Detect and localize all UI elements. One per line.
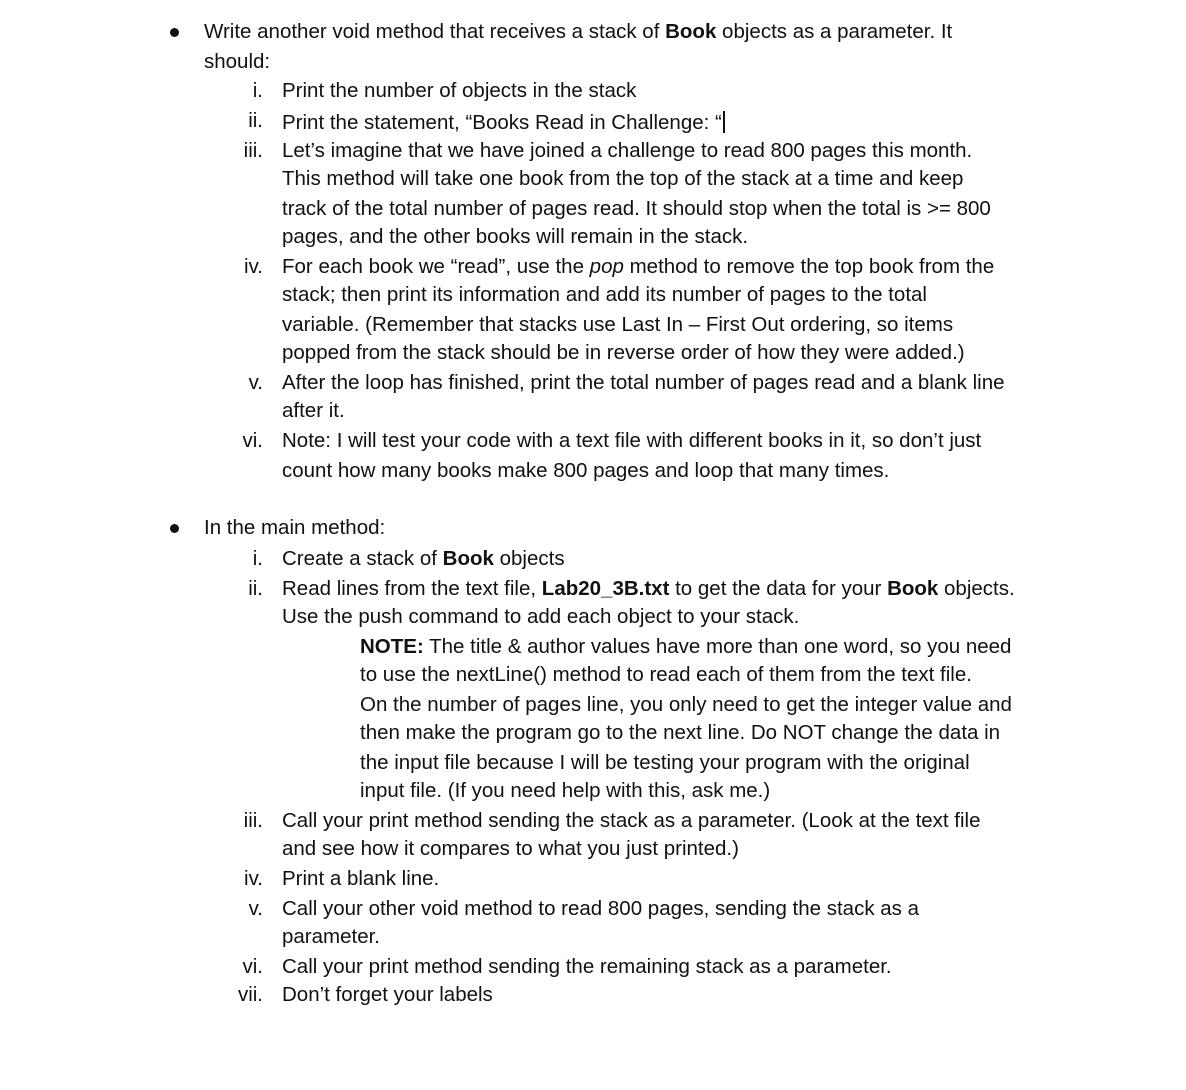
intro-bold-book: Book	[665, 20, 717, 43]
item-text: After the loop has finished, print the total number of pages read and a blank line	[282, 371, 1005, 394]
item-text: Print a blank line.	[282, 867, 440, 890]
item-text: Don’t forget your labels	[282, 983, 493, 1006]
item-text: Print the number of objects in the stack	[282, 79, 637, 102]
note-text	[360, 637, 1011, 658]
item-text: popped from the stack should be in reverse order of how they were added.)	[282, 341, 965, 364]
item-number: i.	[252, 79, 263, 102]
item-text: Use the push command to add each object to your stack.	[282, 605, 800, 628]
item-text: Call your print method sending the stack as a parameter. (Look at the text file	[282, 809, 981, 832]
note-label: NOTE:	[360, 635, 424, 658]
item-text: track of the total number of pages read. It should stop when the total is >= 800	[282, 197, 991, 220]
item-text: Call your other void method to read 800 pages, sending the stack as a	[282, 897, 920, 920]
item-text	[282, 549, 565, 570]
item-number: iii.	[243, 139, 263, 162]
item-text: Note: I will test your code with a text file with different books in it, so don’t just	[282, 429, 982, 452]
bullet-1	[170, 28, 179, 37]
note-first-line: The title & author values have more than one word, so you need	[423, 635, 1012, 658]
item-text-post: objects.	[938, 577, 1015, 600]
item-text: This method will take one book from the top of the stack at a time and keep	[282, 167, 964, 190]
item-text-pre: Create a stack of	[282, 547, 443, 570]
item-text: pages, and the other books will remain in the stack.	[282, 225, 749, 248]
intro-text: Write another void method that receives a stack of	[204, 20, 666, 43]
note-text: On the number of pages line, you only need to get the integer value and	[360, 693, 1012, 716]
item-text-bold-book: Book	[887, 577, 939, 600]
item-number: ii.	[248, 577, 263, 600]
item-number: vi.	[242, 955, 263, 978]
item-number: iv.	[244, 255, 263, 278]
item-text-bold-filename: Lab20_3B.txt	[541, 577, 670, 600]
item-text: stack; then print its information and add its number of pages to the total	[282, 283, 927, 306]
section1-intro-line1	[204, 22, 952, 43]
item-text	[282, 111, 725, 134]
note-text: input file. (If you need help with this, ask me.)	[360, 779, 771, 802]
item-text-pre: Read lines from the text file,	[282, 577, 542, 600]
intro-text-end: objects as a parameter. It	[716, 20, 953, 43]
item-number: vi.	[242, 429, 263, 452]
section2-intro: In the main method:	[204, 516, 386, 539]
item-number: v.	[248, 371, 263, 394]
item-number: ii.	[248, 109, 263, 132]
item-text	[282, 257, 994, 278]
item-text: count how many books make 800 pages and loop that many times.	[282, 459, 890, 482]
section1-intro-line2: should:	[204, 50, 271, 73]
note-text: then make the program go to the next line. Do NOT change the data in	[360, 721, 1001, 744]
item-number: vii.	[237, 983, 263, 1006]
note-text: to use the nextLine() method to read each of them from the text file.	[360, 663, 972, 686]
item-text-pre: For each book we “read”, use the	[282, 255, 590, 278]
item-number: iii.	[243, 809, 263, 832]
item-text-mid: to get the data for your	[669, 577, 888, 600]
item-text-post: objects	[493, 547, 565, 570]
item-text: and see how it compares to what you just printed.)	[282, 837, 739, 860]
item-text-post: method to remove the top book from the	[623, 255, 995, 278]
item-text-content: Print the statement, “Books Read in Challenge: “	[282, 111, 722, 134]
item-text: parameter.	[282, 925, 380, 948]
bullet-2	[170, 524, 179, 533]
item-number: i.	[252, 547, 263, 570]
item-text	[282, 579, 1015, 600]
item-text-bold-book: Book	[442, 547, 494, 570]
item-number: v.	[248, 897, 263, 920]
item-text-italic-pop: pop	[589, 255, 624, 278]
note-text: the input file because I will be testing your program with the original	[360, 751, 970, 774]
item-number: iv.	[244, 867, 263, 890]
item-text: variable. (Remember that stacks use Last In – First Out ordering, so items	[282, 313, 954, 336]
text-cursor	[723, 111, 725, 133]
item-text: Call your print method sending the remaining stack as a parameter.	[282, 955, 892, 978]
item-text: Let’s imagine that we have joined a challenge to read 800 pages this month.	[282, 139, 973, 162]
item-text: after it.	[282, 399, 345, 422]
